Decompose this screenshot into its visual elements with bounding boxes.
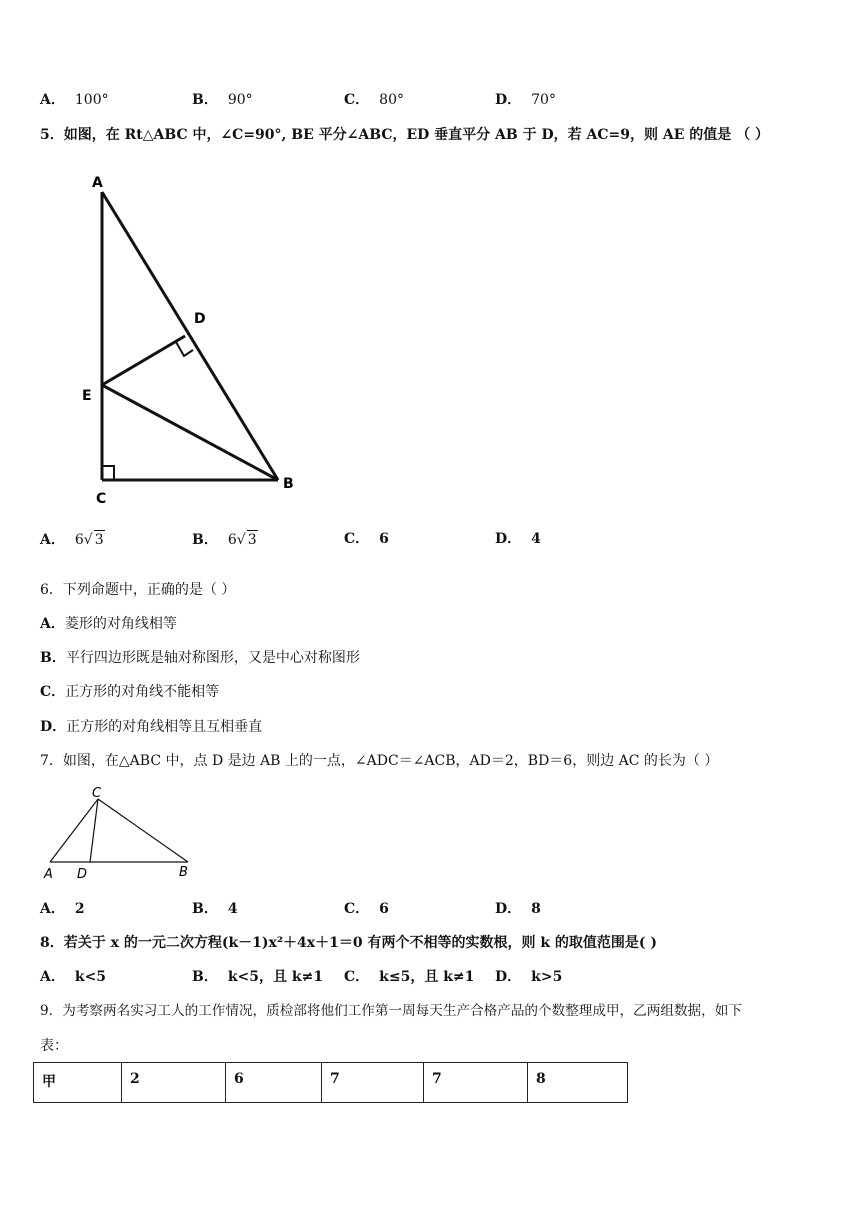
q4-option-a: A． 100° [40,92,109,108]
table-cell: 甲 [34,1063,122,1103]
q4-option-d: D． 70° [495,92,556,108]
q7-option-a: A． 2 [40,901,85,917]
q7-option-d: D． 8 [495,901,541,917]
q7-option-c: C． 6 [344,901,389,917]
q6-option-c: C．正方形的对角线不能相等 [40,684,220,700]
q6-option-d: D．正方形的对角线相等且互相垂直 [40,719,263,735]
table-cell: 2 [122,1063,226,1103]
table-cell: 7 [424,1063,528,1103]
q8-option-d: D． k>5 [495,969,563,985]
right-angle-mark-d [176,342,193,356]
table-cell: 8 [528,1063,628,1103]
segment-ed [102,336,185,385]
q8-option-a: A． k<5 [40,969,107,985]
label-a: A [92,175,103,191]
q9-stem-cont: 表： [40,1038,68,1054]
q6-stem: 6．下列命题中，正确的是（ ） [40,582,236,598]
label-b: B [179,865,188,880]
table-row [34,1063,628,1103]
side-ab [102,192,278,480]
label-d: D [77,867,88,882]
label-c: C [92,786,102,801]
label-d: D [194,311,206,327]
q5-stem: 5．如图，在 Rt△ABC 中，∠C=90°, BE 平分∠ABC，ED 垂直平分 AB 于 D，若 AC=9，则 AE 的值是 （ ） [40,127,770,143]
sqrt-sign: √ 3 [83,532,104,548]
right-angle-mark-c [102,466,114,480]
q9-data-table [33,1062,628,1103]
q5-option-a: A． 6√ 3 [40,532,104,548]
table-cell: 7 [322,1063,424,1103]
q5-option-b: B． 6√ 3 [192,532,257,548]
sqrt-sign: √ 3 [236,532,257,548]
q7-option-b: B． 4 [192,901,238,917]
q7-stem: 7．如图，在△ABC 中，点 D 是边 AB 上的一点，∠ADC＝∠ACB，AD＝2，BD＝6，则边 AC 的长为（ ） [40,753,719,769]
q9-stem: 9．为考察两名实习工人的工作情况，质检部将他们工作第一周每天生产合格产品的个数整理成甲，乙两组数据，如下 [40,1003,742,1019]
label-b: B [283,476,294,492]
q4-option-c: C． 80° [344,92,404,108]
q8-option-c: C． k≤5，且 k≠1 [344,969,475,985]
q8-stem: 8．若关于 x 的一元二次方程(k－1)x²＋4x＋1＝0 有两个不相等的实数根，则 k 的取值范围是( ) [40,935,658,951]
q5-option-c: C． 6 [344,531,389,547]
q6-option-b: B．平行四边形既是轴对称图形，又是中心对称图形 [40,650,360,666]
q5-triangle-figure [80,170,310,510]
q6-option-a: A．菱形的对角线相等 [40,616,177,632]
segment-eb [102,385,278,480]
table-cell: 6 [226,1063,322,1103]
q5-option-d: D． 4 [495,531,541,547]
q7-triangle-figure [40,784,210,884]
q4-option-b: B． 90° [192,92,253,108]
label-c: C [96,491,107,507]
q8-option-b: B． k<5，且 k≠1 [192,969,324,985]
label-a: A [44,867,53,882]
label-e: E [82,388,92,404]
side-cb [98,799,188,862]
